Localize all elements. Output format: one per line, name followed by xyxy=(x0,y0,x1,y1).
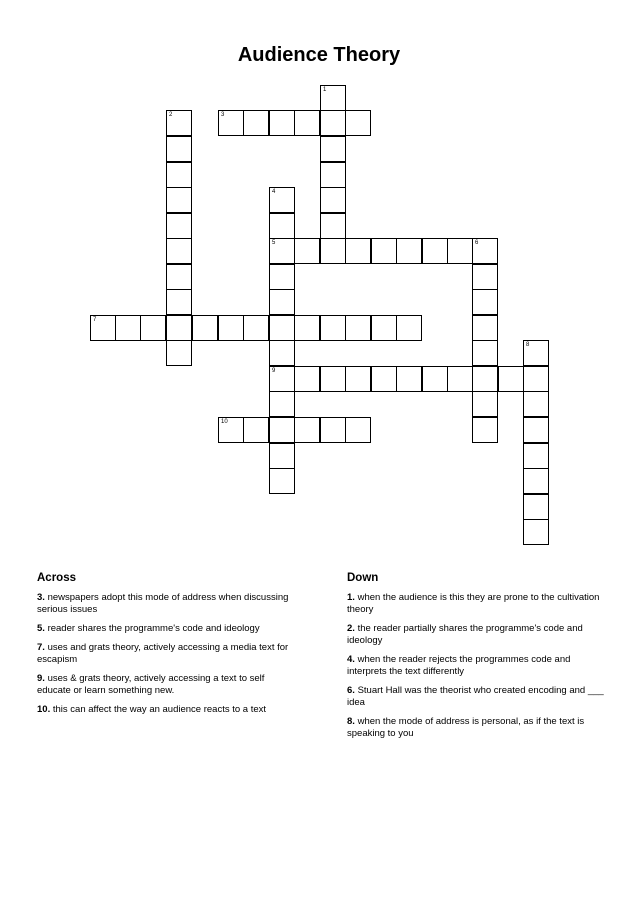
crossword-cell[interactable] xyxy=(243,315,269,341)
crossword-cell[interactable] xyxy=(294,110,320,136)
crossword-cell[interactable] xyxy=(472,315,498,341)
clue-number: 2. xyxy=(347,623,355,634)
crossword-cell[interactable] xyxy=(320,417,346,443)
crossword-cell[interactable] xyxy=(472,391,498,417)
cell-number: 8 xyxy=(526,342,530,348)
crossword-cell[interactable] xyxy=(422,366,448,392)
crossword-cell[interactable] xyxy=(447,366,473,392)
crossword-cell[interactable] xyxy=(523,519,549,545)
crossword-cell[interactable] xyxy=(523,417,549,443)
crossword-cell[interactable] xyxy=(472,289,498,315)
crossword-cell[interactable] xyxy=(166,340,192,366)
crossword-cell[interactable] xyxy=(472,340,498,366)
crossword-cell[interactable] xyxy=(498,366,524,392)
crossword-cell[interactable] xyxy=(294,366,320,392)
crossword-cell[interactable] xyxy=(371,315,397,341)
crossword-cell[interactable] xyxy=(269,289,295,315)
crossword-cell[interactable] xyxy=(269,187,295,213)
down-heading: Down xyxy=(347,572,379,584)
cell-number: 10 xyxy=(221,419,228,425)
crossword-cell[interactable] xyxy=(345,315,371,341)
crossword-cell[interactable] xyxy=(294,315,320,341)
clue-number: 4. xyxy=(347,654,355,665)
across-heading: Across xyxy=(37,572,76,584)
crossword-cell[interactable] xyxy=(166,187,192,213)
crossword-cell[interactable] xyxy=(396,366,422,392)
crossword-cell[interactable] xyxy=(269,391,295,417)
clue-text: when the reader rejects the programmes code and interprets the text differently xyxy=(347,654,571,677)
crossword-cell[interactable] xyxy=(166,264,192,290)
across-clues xyxy=(37,572,299,723)
cell-number: 2 xyxy=(169,112,173,118)
crossword-cell[interactable] xyxy=(472,264,498,290)
clue-number: 3. xyxy=(37,592,45,603)
crossword-cell[interactable] xyxy=(320,213,346,239)
cell-number: 9 xyxy=(272,368,276,374)
crossword-cell[interactable] xyxy=(396,315,422,341)
crossword-cell[interactable] xyxy=(523,340,549,366)
crossword-cell[interactable] xyxy=(269,264,295,290)
clue-text: newspapers adopt this mode of address when discussing serious issues xyxy=(37,592,289,615)
crossword-cell[interactable] xyxy=(320,136,346,162)
crossword-cell[interactable] xyxy=(166,213,192,239)
clue-text: Stuart Hall was the theorist who created encoding and ___ idea xyxy=(347,685,604,708)
crossword-cell[interactable] xyxy=(218,110,244,136)
crossword-cell[interactable] xyxy=(523,494,549,520)
crossword-cell[interactable] xyxy=(218,315,244,341)
crossword-cell[interactable] xyxy=(320,110,346,136)
clue-text: reader shares the programme's code and ideology xyxy=(47,623,260,634)
clue-number: 5. xyxy=(37,623,45,634)
clue-number: 10. xyxy=(37,704,51,715)
crossword-cell[interactable] xyxy=(218,417,244,443)
clue-number: 1. xyxy=(347,592,355,603)
crossword-cell[interactable] xyxy=(371,238,397,264)
crossword-cell[interactable] xyxy=(345,417,371,443)
crossword-cell[interactable] xyxy=(345,366,371,392)
crossword-cell[interactable] xyxy=(166,289,192,315)
crossword-cell[interactable] xyxy=(523,391,549,417)
across-clue xyxy=(37,623,299,635)
clue-text: the reader partially shares the programme's code and ideology xyxy=(347,623,583,646)
down-clue xyxy=(347,685,609,709)
crossword-cell[interactable] xyxy=(396,238,422,264)
crossword-cell[interactable] xyxy=(523,366,549,392)
crossword-cell[interactable] xyxy=(345,110,371,136)
crossword-cell[interactable] xyxy=(320,315,346,341)
cell-number: 6 xyxy=(475,240,479,246)
cell-number: 1 xyxy=(323,87,327,93)
crossword-cell[interactable] xyxy=(192,315,218,341)
clue-text: this can affect the way an audience reacts to a text xyxy=(52,704,267,715)
across-clue xyxy=(37,642,299,666)
crossword-cell[interactable] xyxy=(320,238,346,264)
down-clue xyxy=(347,716,609,740)
page-title: Audience Theory xyxy=(237,44,401,66)
clue-text: uses & grats theory, actively accessing a text to self educate or learn something new. xyxy=(37,673,265,696)
crossword-cell[interactable] xyxy=(371,366,397,392)
crossword-cell[interactable] xyxy=(320,162,346,188)
crossword-cell[interactable] xyxy=(320,85,346,111)
crossword-cell[interactable] xyxy=(294,238,320,264)
crossword-cell[interactable] xyxy=(472,366,498,392)
crossword-cell[interactable] xyxy=(166,110,192,136)
clue-text: uses and grats theory, actively accessing a media text for escapism xyxy=(37,642,289,665)
crossword-cell[interactable] xyxy=(269,366,295,392)
across-clue xyxy=(37,592,299,616)
clue-number: 7. xyxy=(37,642,45,653)
crossword-cell[interactable] xyxy=(140,315,166,341)
across-clue xyxy=(37,673,299,697)
crossword-cell[interactable] xyxy=(320,187,346,213)
clue-number: 6. xyxy=(347,685,355,696)
crossword-cell[interactable] xyxy=(269,468,295,494)
crossword-cell[interactable] xyxy=(243,417,269,443)
crossword-cell[interactable] xyxy=(166,315,192,341)
crossword-cell[interactable] xyxy=(320,366,346,392)
crossword-cell[interactable] xyxy=(472,417,498,443)
crossword-cell[interactable] xyxy=(90,315,116,341)
cell-number: 5 xyxy=(272,240,276,246)
crossword-cell[interactable] xyxy=(269,340,295,366)
crossword-cell[interactable] xyxy=(166,162,192,188)
crossword-cell[interactable] xyxy=(523,443,549,469)
clue-number: 8. xyxy=(347,716,355,727)
clue-text: when the audience is this they are prone to the cultivation theory xyxy=(347,592,600,615)
crossword-cell[interactable] xyxy=(269,238,295,264)
crossword-cell[interactable] xyxy=(115,315,141,341)
crossword-cell[interactable] xyxy=(166,238,192,264)
crossword-cell[interactable] xyxy=(523,468,549,494)
crossword-cell[interactable] xyxy=(269,417,295,443)
down-clue xyxy=(347,654,609,678)
clue-text: when the mode of address is personal, as if the text is speaking to you xyxy=(347,716,585,739)
cell-number: 3 xyxy=(221,112,225,118)
crossword-cell[interactable] xyxy=(269,315,295,341)
crossword-cell[interactable] xyxy=(294,417,320,443)
crossword-cell[interactable] xyxy=(166,136,192,162)
crossword-cell[interactable] xyxy=(269,213,295,239)
down-clues xyxy=(347,572,609,747)
crossword-cell[interactable] xyxy=(472,238,498,264)
crossword-cell[interactable] xyxy=(422,238,448,264)
cell-number: 4 xyxy=(272,189,276,195)
across-clue xyxy=(37,704,299,716)
crossword-cell[interactable] xyxy=(269,443,295,469)
crossword-cell[interactable] xyxy=(269,110,295,136)
down-clue xyxy=(347,623,609,647)
clue-number: 9. xyxy=(37,673,45,684)
crossword-cell[interactable] xyxy=(345,238,371,264)
cell-number: 7 xyxy=(93,317,97,323)
crossword-cell[interactable] xyxy=(243,110,269,136)
crossword-cell[interactable] xyxy=(447,238,473,264)
down-clue xyxy=(347,592,609,616)
